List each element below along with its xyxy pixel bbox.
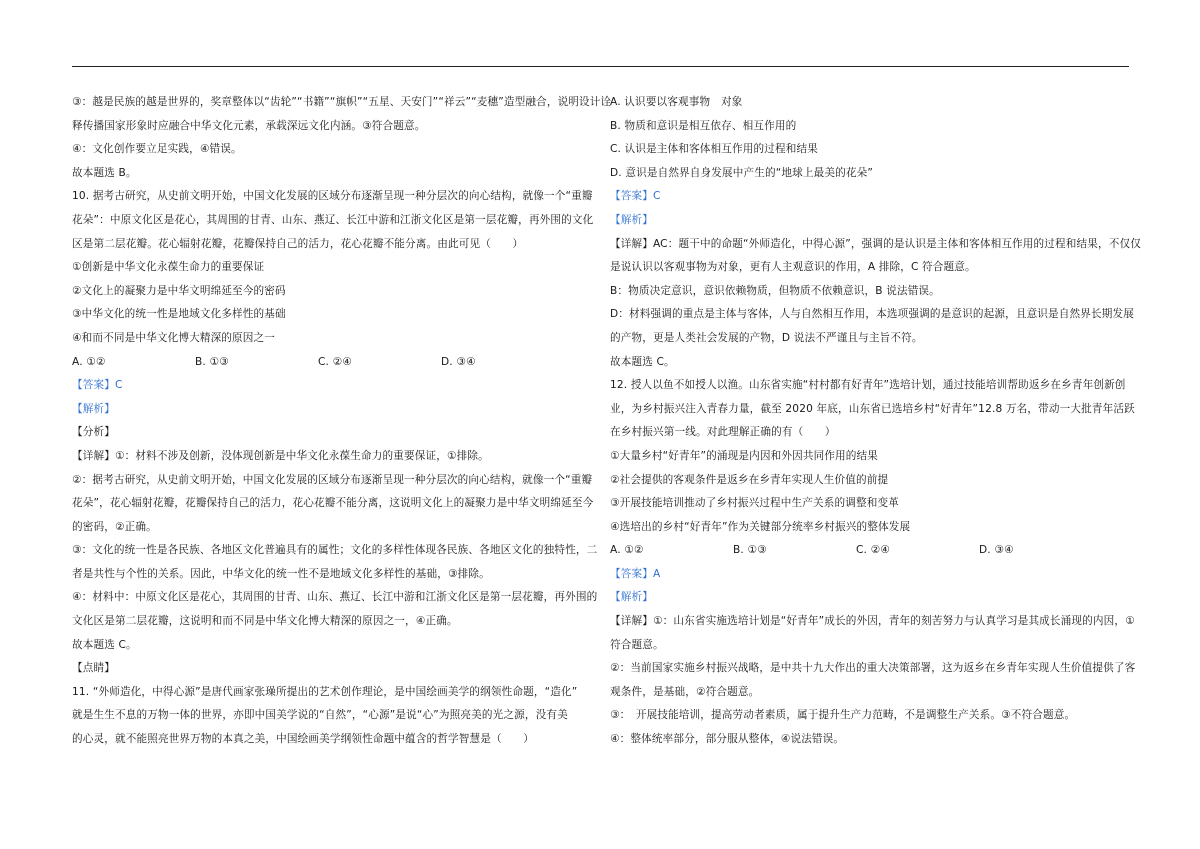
text-line: ②文化上的凝聚力是中华文明绵延至今的密码 xyxy=(72,284,286,297)
text-line: 【点睛】 xyxy=(72,662,115,675)
text-line: ③： 开展技能培训，提高劳动者素质，属于提升生产力范畴，不是调整生产关系。③不符合题意。 xyxy=(610,709,1076,722)
text-line: 业，为乡村振兴注入青春力量，截至 2020 年底，山东省已选培乡村“好青年”12.8 万名，带动一大批青年活跃 xyxy=(610,402,1135,415)
text-line: 【答案】C xyxy=(610,190,661,203)
text-line: ④：材料中：中原文化区是花心，其周围的甘青、山东、燕辽、长江中游和江浙文化区是第一层花瓣，再外围的 xyxy=(72,591,598,604)
text-line: 【答案】C xyxy=(72,379,123,392)
text-line: 12. 授人以鱼不如授人以渔。山东省实施“村村都有好青年”选培计划，通过技能培训帮助返乡在乡青年创新创 xyxy=(610,379,1126,392)
answer-option: D. ③④ xyxy=(441,355,476,368)
text-line: A. 认识要以客观事物 对象 xyxy=(610,96,743,108)
text-line: 就是生生不息的万物一体的世界，亦即中国美学说的“自然”，“心源”是说“心”为照亮美的光之源，没有美 xyxy=(72,709,568,722)
answer-options xyxy=(610,539,1130,563)
text-line: ①创新是中华文化永葆生命力的重要保证 xyxy=(72,261,265,274)
text-line: ③：文化的统一性是各民族、各地区文化普遍具有的属性；文化的多样性体现各民族、各地区文化的独特性，二 xyxy=(72,544,598,557)
answer-option: A. ①② xyxy=(610,544,644,557)
text-line: 文化区是第二层花瓣，这说明和而不同是中华文化博大精深的原因之一，④正确。 xyxy=(72,615,458,628)
text-line: D. 意识是自然界自身发展中产生的“地球上最美的花朵” xyxy=(610,166,873,179)
text-line: 【分析】 xyxy=(72,426,115,439)
text-line: 【答案】A xyxy=(610,567,661,580)
left-column xyxy=(72,91,612,752)
text-line: 观条件，是基础，②符合题意。 xyxy=(610,685,760,698)
text-line: 故本题选 C。 xyxy=(72,638,137,651)
text-line: 区是第二层花瓣。花心辐射花瓣，花瓣保持自己的活力，花心花瓣不能分离。由此可见（ ） xyxy=(72,237,524,250)
answer-option: B. ①③ xyxy=(195,355,229,368)
text-line: 花朵”：中原文化区是花心，其周围的甘青、山东、燕辽、长江中游和江浙文化区是第一层花瓣，再外围的文化 xyxy=(72,213,594,226)
text-line: 的产物，更是人类社会发展的产物，D 说法不严谨且与主旨不符。 xyxy=(610,331,923,344)
text-line: 的心灵，就不能照亮世界万物的本真之美，中国绘画美学纲领性命题中蕴含的哲学智慧是（ ） xyxy=(72,733,534,746)
text-line: 【详解】①：材料不涉及创新，没体现创新是中华文化永葆生命力的重要保证，①排除。 xyxy=(72,449,489,462)
text-line: ②社会提供的客观条件是返乡在乡青年实现人生价值的前提 xyxy=(610,473,889,486)
answer-option: C. ②④ xyxy=(318,355,352,368)
answer-options xyxy=(72,351,592,375)
text-line: 10. 据考古研究，从史前文明开始，中国文化发展的区域分布逐渐呈现一种分层次的向心结构，就像一个“重瓣 xyxy=(72,190,593,203)
text-line: ④：文化创作要立足实践，④错误。 xyxy=(72,143,242,156)
text-line: 故本题选 B。 xyxy=(72,166,137,179)
text-line: 在乡村振兴第一线。对此理解正确的有（ ） xyxy=(610,426,836,439)
text-line: ①大量乡村“好青年”的涌现是内因和外因共同作用的结果 xyxy=(610,449,879,462)
text-line: ③开展技能培训推动了乡村振兴过程中生产关系的调整和变革 xyxy=(610,497,899,510)
text-line: ②：当前国家实施乡村振兴战略，是中共十九大作出的重大决策部署，这为返乡在乡青年实现人生价值提供了客 xyxy=(610,662,1136,675)
answer-option: C. ②④ xyxy=(856,544,890,557)
text-line: 故本题选 C。 xyxy=(610,355,675,368)
text-line: ②：据考古研究，从史前文明开始，中国文化发展的区域分布逐渐呈现一种分层次的向心结构，就像一个“重瓣 xyxy=(72,473,593,486)
text-line: ③中华文化的统一性是地域文化多样性的基础 xyxy=(72,308,286,321)
right-column xyxy=(610,91,1141,752)
text-line: ④和而不同是中华文化博大精深的原因之一 xyxy=(72,331,276,344)
text-line: 【详解】AC：题干中的命题“外师造化，中得心源”，强调的是认识是主体和客体相互作用的过程和结果，不仅仅 xyxy=(610,237,1141,250)
text-line: 【详解】①：山东省实施选培计划是“好青年”成长的外因，青年的刻苦努力与认真学习是其成长涌现的内因，① xyxy=(610,615,1135,628)
text-line: B：物质决定意识，意识依赖物质，但物质不依赖意识，B 说法错误。 xyxy=(610,284,940,297)
text-line: 符合题意。 xyxy=(610,638,664,651)
text-line: 者是共性与个性的关系。因此，中华文化的统一性不是地域文化多样性的基础，③排除。 xyxy=(72,567,490,580)
text-line: 11. “外师造化，中得心源”是唐代画家张璪所提出的艺术创作理论，是中国绘画美学的纲领性命题，“造化” xyxy=(72,685,578,698)
text-line: 【解析】 xyxy=(610,213,653,226)
text-line: 【解析】 xyxy=(610,591,653,604)
answer-option: D. ③④ xyxy=(979,544,1014,557)
header-rule xyxy=(72,66,1129,67)
text-line: B. 物质和意识是相互依存、相互作用的 xyxy=(610,119,797,132)
answer-option: B. ①③ xyxy=(733,544,767,557)
text-line: 【解析】 xyxy=(72,402,115,415)
text-line: 释传播国家形象时应融合中华文化元素，承载深远文化内涵。③符合题意。 xyxy=(72,119,426,132)
text-line: 的密码，②正确。 xyxy=(72,520,157,533)
text-line: ③：越是民族的越是世界的，奖章整体以“齿轮”“书籍”“旗帜”“五星、天安门”“祥云”“麦穗”造型融合，说明设计诠 xyxy=(72,96,612,108)
text-line: ④选培出的乡村“好青年”作为关键部分统率乡村振兴的整体发展 xyxy=(610,520,911,533)
text-line: 是说认识以客观事物为对象，更有人主观意识的作用，A 排除，C 符合题意。 xyxy=(610,261,976,274)
text-line: D：材料强调的重点是主体与客体，人与自然相互作用，本选项强调的是意识的起源，且意识是自然界长期发展 xyxy=(610,308,1135,321)
text-line: ④：整体统率部分，部分服从整体，④说法错误。 xyxy=(610,733,845,746)
text-line: 花朵”，花心辐射花瓣，花瓣保持自己的活力，花心花瓣不能分离，这说明文化上的凝聚力是中华文明绵延至今 xyxy=(72,497,594,510)
answer-option: A. ①② xyxy=(72,355,106,368)
text-line: C. 认识是主体和客体相互作用的过程和结果 xyxy=(610,143,818,156)
